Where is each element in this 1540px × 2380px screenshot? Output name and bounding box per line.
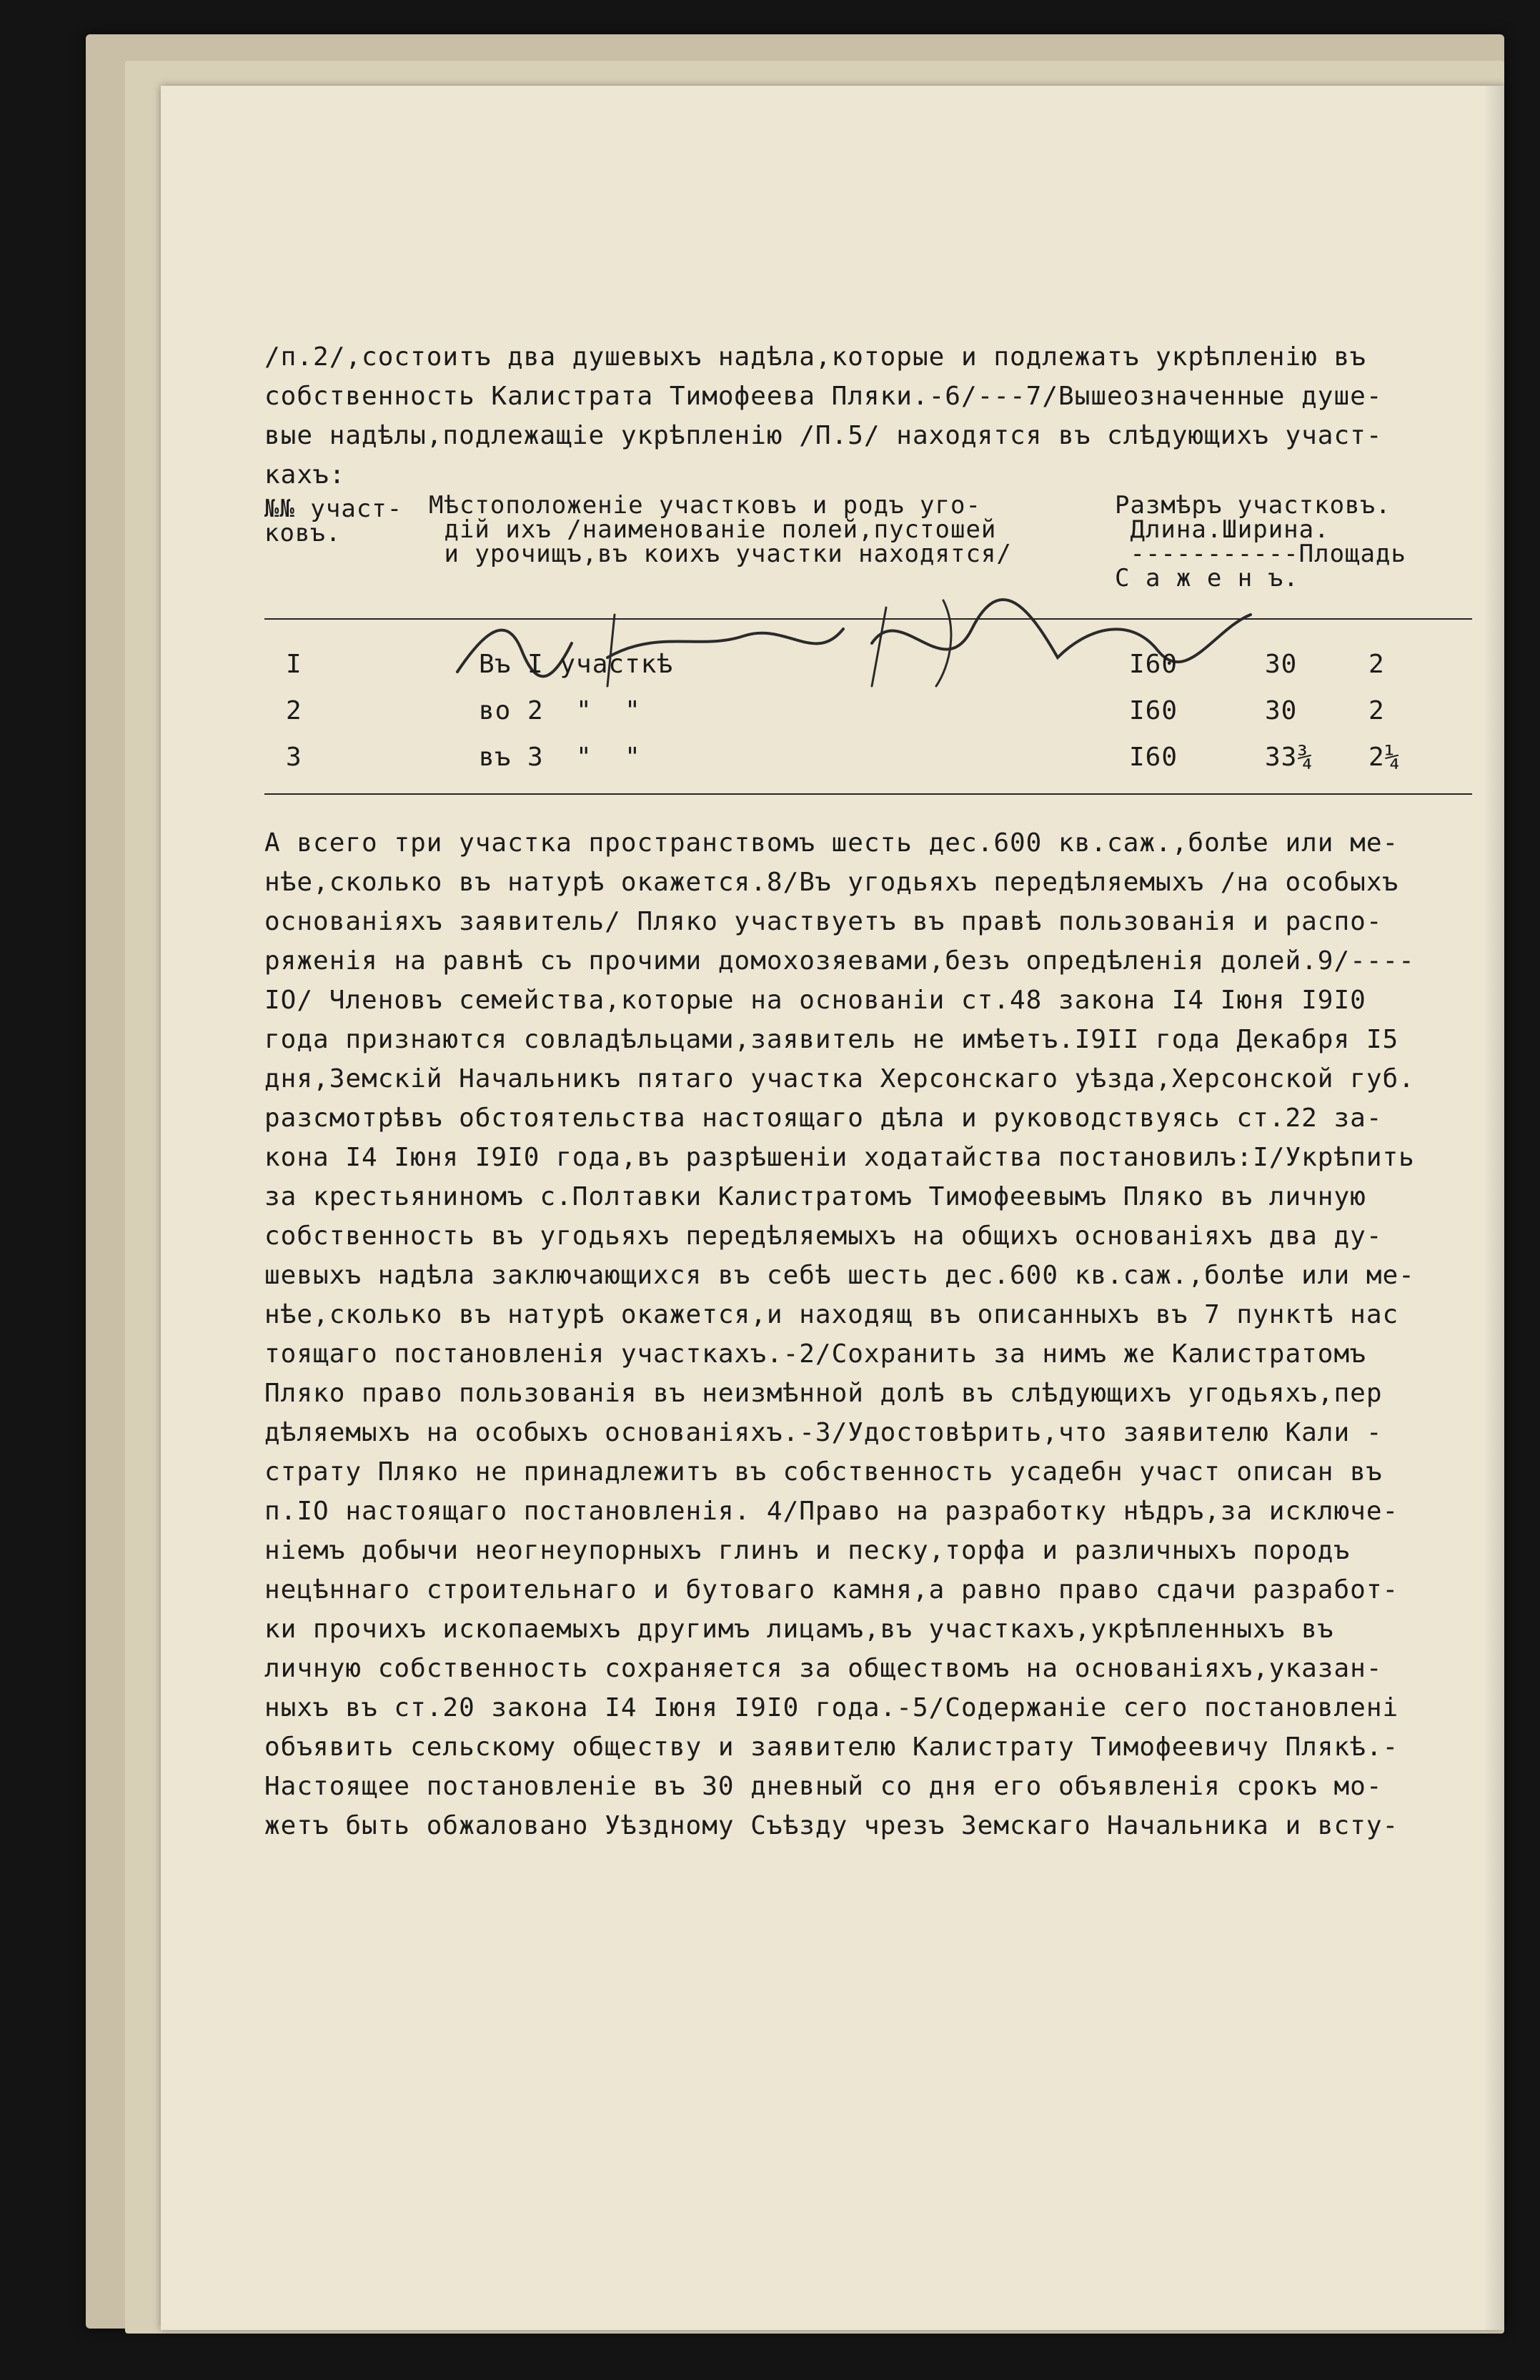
text-line: нецѣннаго строительнаго и бутоваго камня,а равно право сдачи разработ-: [264, 1575, 1399, 1605]
text-line: нѣе,сколько въ натурѣ окажется,и находящ въ описанныхъ въ 7 пунктѣ нас: [264, 1300, 1399, 1329]
text-line: кона I4 Іюня I9I0 года,въ разрѣшеніи ходатайства постановилъ:I/Укрѣпить: [264, 1143, 1415, 1172]
page-edge-shadow: [1483, 86, 1504, 2330]
text-line: ныхъ въ ст.20 закона I4 Іюня I9I0 года.-5/Содержаніе сего постановлені: [264, 1693, 1399, 1722]
text-line: ряженія на равнѣ съ прочими домохозяевами,безъ опредѣленія долей.9/----: [264, 946, 1415, 976]
table-bottom-rule: [264, 793, 1472, 795]
text-line: Настоящее постановленіе въ 30 дневный со дня его объявленія срокъ мо-: [264, 1772, 1383, 1801]
row3-number: 3: [286, 743, 302, 772]
row1-width: 30: [1265, 650, 1298, 679]
text-line: жетъ быть обжаловано Уѣздному Съѣзду чрезъ Земскаго Начальника и всту-: [264, 1811, 1399, 1840]
text-line: п.IО настоящаго постановленія. 4/Право на разработку нѣдръ,за исключе-: [264, 1497, 1399, 1526]
text-line: страту Пляко не принадлежитъ въ собственность усадебн участ описан въ: [264, 1457, 1383, 1487]
row3-area: 2¼: [1368, 743, 1401, 772]
text-line: вые надѣлы,подлежащіе укрѣпленію /П.5/ находятся въ слѣдующихъ участ-: [264, 421, 1383, 450]
text-line: ніемъ добычи неогнеупорныхъ глинъ и песку,торфа и различныхъ породъ: [264, 1536, 1351, 1565]
text-line: Пляко право пользованія въ неизмѣнной долѣ въ слѣдующихъ угодьяхъ,пер: [264, 1379, 1383, 1408]
table-header-number: №№ участ- ковъ.: [264, 495, 403, 547]
row2-number: 2: [286, 696, 302, 725]
table-header-location: Мѣстоположеніе участковъ и родъ уго- дій ихъ /наименованіе полей,пустошей и урочищъ,въ коихъ участки находятся/: [429, 491, 1012, 568]
row3-length: I60: [1129, 743, 1178, 772]
row2-width: 30: [1265, 696, 1298, 725]
table-header-size: Размѣръ участковъ. Длина.Ширина. -----------Площадь С а ж е н ъ.: [1115, 491, 1406, 592]
row3-location: въ 3 " ": [479, 743, 641, 772]
row3-width: 33¾: [1265, 743, 1314, 772]
text-line: разсмотрѣвъ обстоятельства настоящаго дѣла и руководствуясь ст.22 за-: [264, 1104, 1383, 1133]
text-line: за крестьяниномъ с.Полтавки Калистратомъ Тимофеевымъ Пляко въ личную: [264, 1182, 1366, 1211]
row1-number: I: [286, 650, 302, 679]
row1-location: Въ I участкѣ: [479, 650, 674, 679]
table-top-rule: [264, 618, 1472, 620]
row1-area: 2: [1368, 650, 1385, 679]
text-line: кахъ:: [264, 460, 346, 490]
text-line: объявить сельскому обществу и заявителю Калистрату Тимофеевичу Плякѣ.-: [264, 1732, 1399, 1762]
text-line: дня,Земскій Начальникъ пятаго участка Херсонскаго уѣзда,Херсонской губ.: [264, 1064, 1415, 1094]
row2-area: 2: [1368, 696, 1385, 725]
text-line: основаніяхъ заявитель/ Пляко участвуетъ въ правѣ пользованія и распо-: [264, 907, 1383, 936]
row2-length: I60: [1129, 696, 1178, 725]
text-line: А всего три участка пространствомъ шесть дес.600 кв.саж.,болѣе или ме-: [264, 828, 1399, 858]
text-line: личную собственность сохраняется за обществомъ на основаніяхъ,указан-: [264, 1654, 1383, 1683]
row1-length: I60: [1129, 650, 1178, 679]
text-line: шевыхъ надѣла заключающихся въ себѣ шесть дес.600 кв.саж.,болѣе или ме-: [264, 1261, 1415, 1290]
row2-location: во 2 " ": [479, 696, 641, 725]
text-line: года признаются совладѣльцами,заявитель не имѣетъ.I9II года Декабря I5: [264, 1025, 1399, 1054]
text-line: собственность въ угодьяхъ передѣляемыхъ на общихъ основаніяхъ два ду-: [264, 1221, 1383, 1251]
text-line: ки прочихъ ископаемыхъ другимъ лицамъ,въ участкахъ,укрѣпленныхъ въ: [264, 1615, 1334, 1644]
text-line: тоящаго постановленія участкахъ.-2/Сохранить за нимъ же Калистратомъ: [264, 1339, 1366, 1369]
text-line: нѣе,сколько въ натурѣ окажется.8/Въ угодьяхъ передѣляемыхъ /на особыхъ: [264, 868, 1399, 897]
text-line: дѣляемыхъ на особыхъ основаніяхъ.-3/Удостовѣрить,что заявителю Кали -: [264, 1418, 1383, 1447]
text-line: IО/ Членовъ семейства,которые на основаніи ст.48 закона I4 Іюня I9I0: [264, 986, 1366, 1015]
text-line: собственность Калистрата Тимофеева Пляки.-6/---7/Вышеозначенные душе-: [264, 382, 1383, 411]
text-line: /п.2/,состоитъ два душевыхъ надѣла,которые и подлежатъ укрѣпленію въ: [264, 342, 1366, 372]
document-page: [161, 86, 1504, 2330]
